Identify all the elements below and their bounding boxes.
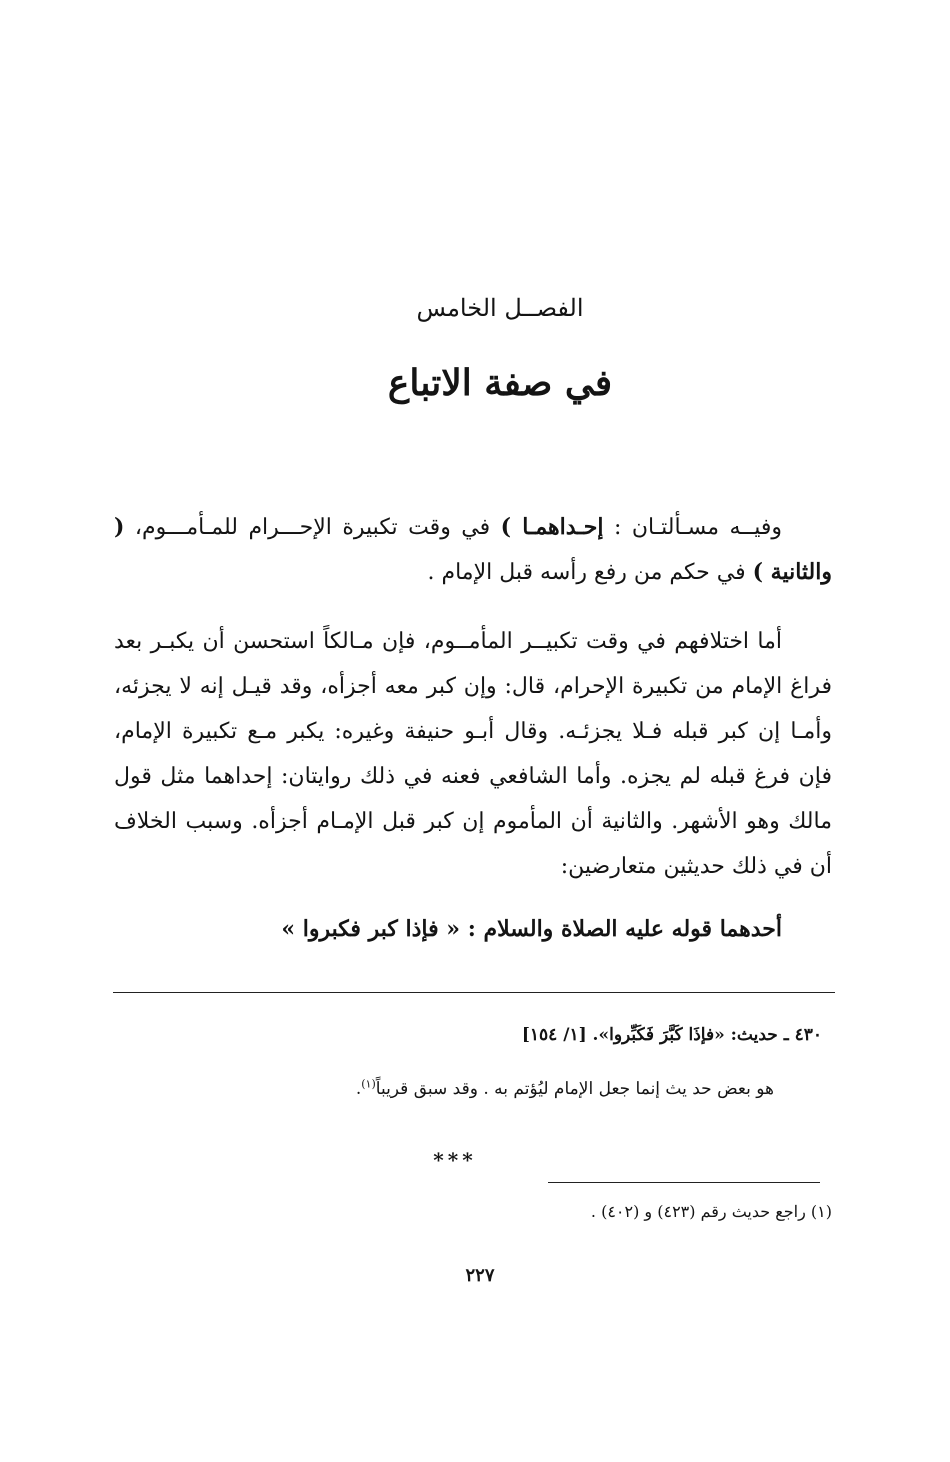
main-divider <box>113 992 835 993</box>
footnote-divider <box>548 1182 820 1183</box>
footnote-reference: (١) <box>361 1077 376 1091</box>
paragraph-first-hadith: أحدهما قوله عليه الصلاة والسلام : « فإذا كبر فكبروا » <box>281 916 782 942</box>
paragraph-issues-end: في حكم من رفع رأسه قبل الإمام . <box>427 560 753 585</box>
footnote-text: (١) راجع حديث رقم (٤٢٣) و (٤٠٢) . <box>590 1202 832 1221</box>
hadith-note-text: هو بعض حد يث إنما جعل الإمام ليُؤتم به . وقد سبق قريباً <box>375 1079 774 1099</box>
hadith-note-end: . <box>355 1079 362 1099</box>
hadith-note <box>114 1074 832 1104</box>
page-number: ٢٢٧ <box>465 1265 495 1286</box>
paragraph-issues <box>114 505 832 595</box>
paragraph-issues-intro: وفيــه مسـألتـان : <box>603 515 782 540</box>
chapter-title: في صفة الاتباع <box>387 362 613 404</box>
first-issue-label: إحـداهمـا ) <box>500 514 604 540</box>
hadith-notes <box>114 1020 832 1104</box>
paragraph-disagreement: أما اختلافهم في وقت تكبيــر المأمــوم، فإن مـالكاً استحسن أن يكبـر بعد فراغ الإمام من تكبيرة الإحرام، قال: وإن كبر معه أجزأه، وقد قيـل إنه لا يجزئه، وأمـا إن كبر قبله فـلا يجزئـه. وقال أبـو حنيفة وغيره: يكبر مـع تكبيرة الإمام، فإن فرغ قبله لم يجزه. وأما الشافعي فعنه في ذلك روايتان: إحداهما مثل قول مالك وهو الأشهر. والثانية أن المأموم إن كبر قبل الإمـام أجزأه. وسبب الخلاف أن في ذلك حديثين متعارضين: <box>114 629 832 879</box>
section-separator-stars: *** <box>433 1148 477 1172</box>
footnote <box>114 1198 832 1226</box>
hadith-heading: ٤٣٠ ـ حديث: «فإذَا كَبَّرَ فَكَبِّروا». [١/ ١٥٤] <box>521 1025 822 1045</box>
second-issue-label: ( والثانية ) <box>114 514 832 585</box>
chapter-label: الفصــل الخامس <box>416 294 584 322</box>
paragraph-issues-middle: في وقت تكبيرة الإحـــرام للمـأمـــوم، <box>124 515 501 540</box>
body-text <box>114 505 832 952</box>
